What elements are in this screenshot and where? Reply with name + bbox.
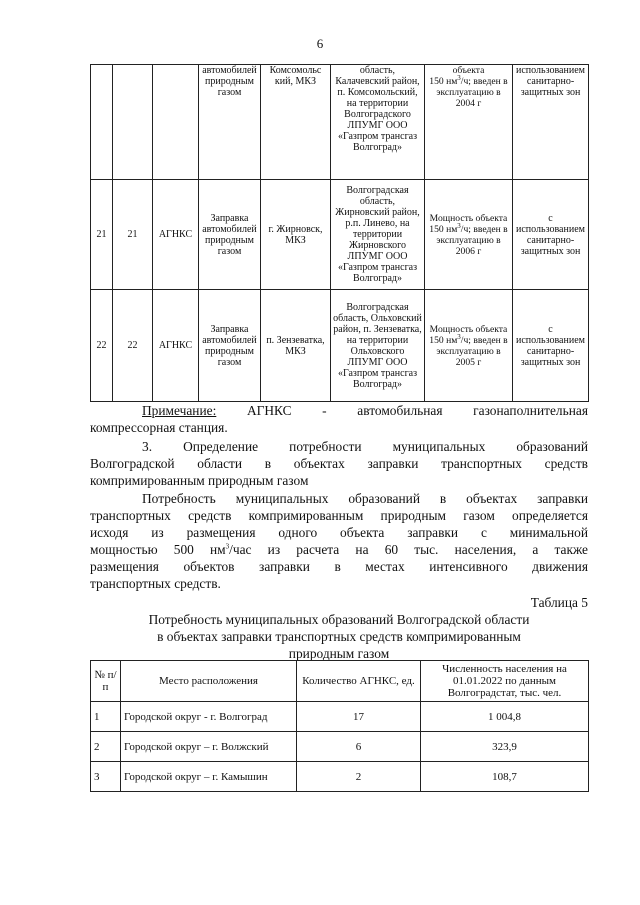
gas-stations-table-continued: [90, 64, 589, 402]
table-5-label: Таблица 5: [530, 595, 588, 610]
header-num: № п/п: [91, 661, 121, 702]
note-label: Примечание:: [142, 403, 217, 418]
note-line-2: компрессорная станция.: [90, 420, 228, 435]
requirement-paragraph: Потребность муниципальных образований в объектах заправки транспортных средств компримированным природным газом определяется исходя из размещения одного объекта заправки с минимальной мощностью 500 $нм^3$/час из расчета на 60 тыс. населения, а также размещения объектов заправки в местах интенсивного движения транспортных средств.: [90, 491, 588, 591]
station-location: п. Зензеватка, МКЗ: [261, 290, 331, 402]
station-capacity: Мощность объекта 150 $нм^3/ч$; введен в эксплуатацию в 2005 г: [425, 290, 513, 402]
header-count: Количество АГНКС, ед.: [297, 661, 421, 702]
table-row: [91, 65, 589, 180]
table-row: 3 Городской округ – г. Камышин 2 108,7: [91, 762, 589, 792]
header-place: Место расположения: [121, 661, 297, 702]
station-location: г. Жирновск, МКЗ: [261, 180, 331, 290]
table-5-title: Потребность муниципальных образований Волгоградской области в объектах заправки транспортных средств компримированным природным газом: [148, 612, 530, 661]
note-block: [90, 402, 588, 436]
page-number: 6: [316, 36, 324, 51]
station-location: Комсомольс кий, МКЗ: [261, 65, 331, 180]
station-zone: с использованием санитарно-защитных зон: [513, 180, 589, 290]
station-address: область, Калачевский район, п. Комсомольский, на территории Волгоградского ЛПУМГ ООО «Газпром трансгаз Волгоград»: [331, 65, 425, 180]
table-row: 1 Городской округ - г. Волгоград 17 1 004,8: [91, 702, 589, 732]
table-header: [91, 661, 589, 702]
station-zone: использованием санитарно-защитных зон: [513, 65, 589, 180]
station-address: Волгоградская область, Жирновский район, р.п. Линево, на территории Жирновского ЛПУМГ ООО «Газпром трансгаз Волгоград»: [331, 180, 425, 290]
header-population: Численность населения на 01.01.2022 по данным Волгоградстат, тыс. чел.: [421, 661, 589, 702]
station-zone: с использованием санитарно-защитных зон: [513, 290, 589, 402]
station-capacity: объекта 150 $нм^3/ч$; введен в эксплуатацию в 2004 г: [425, 65, 513, 180]
table-row: 2 Городской округ – г. Волжский 6 323,9: [91, 732, 589, 762]
section-3-heading: 3. Определение потребности муниципальных образований Волгоградской области в объектах заправки транспортных средств компримированным природным газом: [90, 439, 588, 488]
station-address: Волгоградская область, Ольховский район, п. Зензеватка, на территории Ольховского ЛПУМГ ООО «Газпром трансгаз Волгоград»: [331, 290, 425, 402]
table-row: 22 22 АГНКС Заправка автомобилей природным газом п. Зензеватка, МКЗ Волгоградская область, Ольховский район, п. Зензеватка, на территории Ольховского ЛПУМГ ООО «Газпром трансгаз Волгоград» Мощность объекта 150 $нм^3/ч$; введен в эксплуатацию в 2005 г с использованием санитарно-защитных зон: [91, 290, 589, 402]
station-name: Заправка автомобилей природным газом: [199, 180, 261, 290]
station-capacity: Мощность объекта 150 $нм^3/ч$; введен в эксплуатацию в 2006 г: [425, 180, 513, 290]
table-row: 21 21 АГНКС Заправка автомобилей природным газом г. Жирновск, МКЗ Волгоградская область, Жирновский район, р.п. Линево, на территории Жирновского ЛПУМГ ООО «Газпром трансгаз Волгоград» Мощность объекта 150 $нм^3/ч$; введен в эксплуатацию в 2006 г с использованием санитарно-защитных зон: [91, 180, 589, 290]
table-5: [90, 660, 589, 792]
station-name: Заправка автомобилей природным газом: [199, 290, 261, 402]
note-line-1: Примечание: АГНКС - автомобильная газонаполнительная: [142, 403, 588, 418]
station-name: автомобилей природным газом: [199, 65, 261, 180]
